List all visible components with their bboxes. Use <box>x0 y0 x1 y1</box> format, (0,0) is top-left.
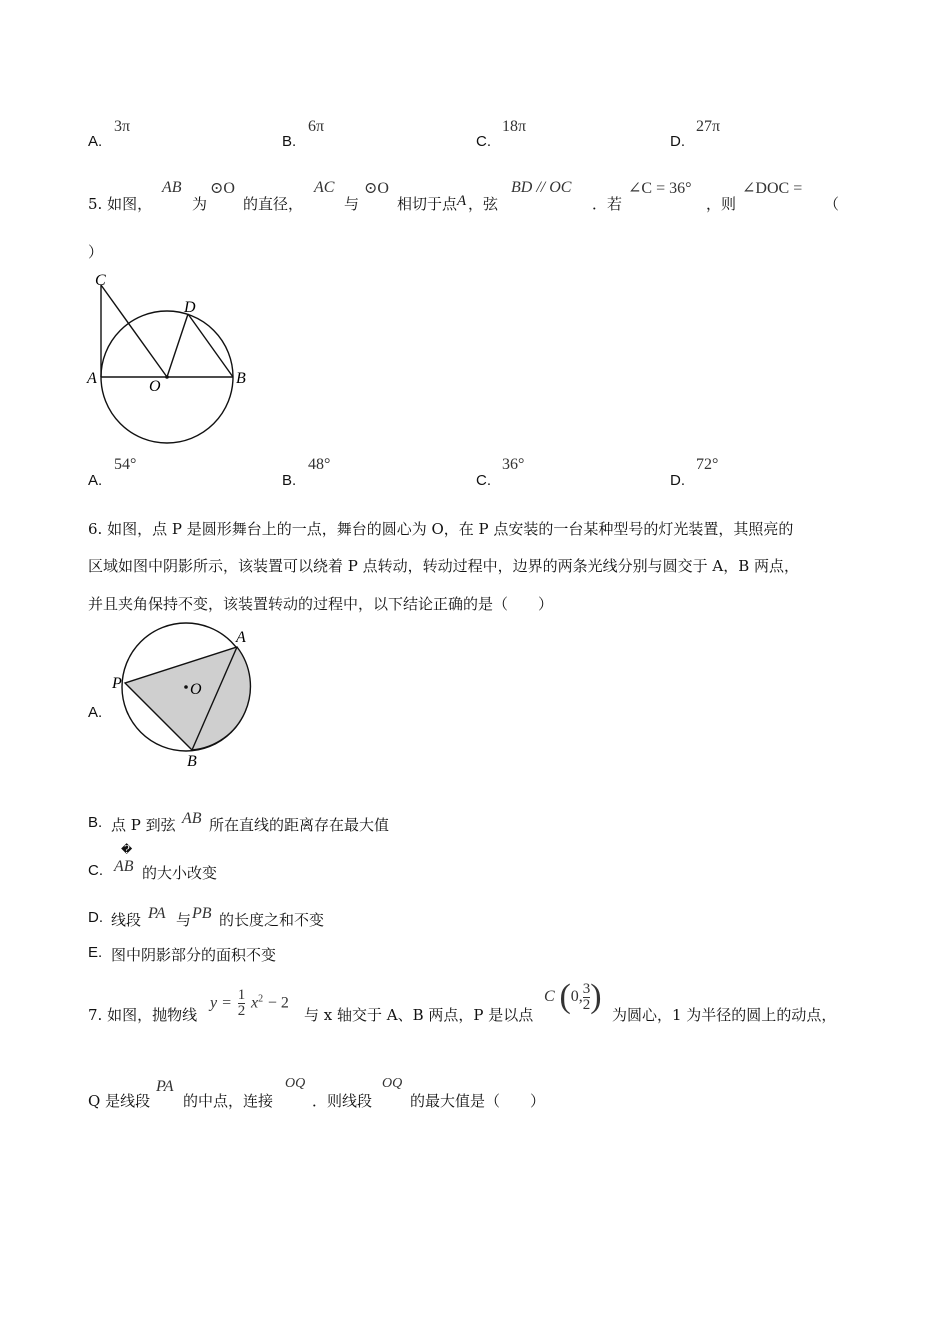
q6-line-3: 并且夹角保持不变，该装置转动的过程中，以下结论正确的是（ ） <box>88 595 554 613</box>
q7-c-letter: C <box>544 988 555 1005</box>
q6-option-e-text: 图中阴影部分的面积不变 <box>111 946 277 964</box>
q5-label-o: O <box>149 378 161 395</box>
q7-oq-2: OQ <box>382 1076 403 1091</box>
q7-fraction-half <box>238 988 246 1019</box>
q5-center-dot <box>165 375 169 379</box>
q7-parabola-formula <box>210 988 289 1019</box>
q5-option-d-label: D. <box>670 472 685 489</box>
q5-label-d: D <box>184 299 196 316</box>
q5-text-1: 5. 如图， <box>88 195 153 213</box>
q6-option-c-arc-mark: � <box>121 843 133 856</box>
q6-option-d-text-2: 与 <box>176 911 192 929</box>
q5-label-b: B <box>236 370 246 387</box>
q6-figure <box>106 620 266 775</box>
q5-text-3: 的直径， <box>243 195 304 213</box>
q5-text-4: 与 <box>344 195 360 213</box>
q5-segment-co <box>101 285 167 377</box>
q7-text-7: 的最大值是（ ） <box>410 1092 546 1110</box>
q5-chord-bd <box>188 314 233 377</box>
q6-label-p: P <box>112 675 122 692</box>
q7-exponent: 2 <box>258 993 264 1005</box>
q7-text-3: 为圆心，1 为半径的圆上的动点， <box>612 1006 837 1024</box>
q7-oq: OQ <box>285 1076 306 1091</box>
q4-option-c-value: 18π <box>502 118 527 135</box>
q7-text-2: 与 x 轴交于 A、B 两点，P 是以点 <box>304 1006 534 1024</box>
q5-text-5: 相切于点 <box>397 195 458 213</box>
q6-option-c-ab: AB <box>114 858 134 875</box>
q6-line-1: 6. 如图，点 P 是圆形舞台上的一点，舞台的圆心为 O，在 P 点安装的一台某种型号的灯光装置，其照亮的 <box>88 520 794 538</box>
q6-option-d-pb: PB <box>192 905 212 922</box>
q7-left-paren: ( <box>559 978 571 1015</box>
q7-zero: 0, <box>570 988 583 1005</box>
q5-open-paren: （ <box>824 195 840 213</box>
q6-option-d-text-1: 线段 <box>111 911 142 929</box>
q5-text-2: 为 <box>192 195 208 213</box>
q5-option-a-label: A. <box>88 472 103 489</box>
q6-label-a: A <box>236 629 246 646</box>
q4-option-c-label: C. <box>476 133 491 150</box>
q7-minus-2: − 2 <box>267 994 289 1012</box>
q6-option-b-text-2: 所在直线的距离存在最大值 <box>209 816 390 834</box>
q4-option-a-value: 3π <box>114 118 131 135</box>
q5-option-b-label: B. <box>282 472 297 489</box>
q4-option-d-value: 27π <box>696 118 721 135</box>
q6-option-c-label: C. <box>88 862 103 879</box>
q7-fraction2-num: 3 <box>582 980 591 997</box>
q5-close-paren: ） <box>88 243 104 261</box>
q5-option-c-label: C. <box>476 472 491 489</box>
q5-angle-c: ∠C = 36° <box>628 180 692 197</box>
q4-option-b-value: 6π <box>308 118 325 135</box>
q6-line-2: 区域如图中阴影所示，该装置可以绕着 P 点转动，转动过程中，边界的两条光线分别与圆交于 A，B 两点， <box>88 557 800 575</box>
q5-point-a: A <box>457 193 467 209</box>
q5-figure <box>85 265 255 455</box>
q7-right-paren: ) <box>590 978 602 1015</box>
q7-fraction-den: 2 <box>237 1003 246 1019</box>
q5-angle-doc: ∠DOC = <box>742 180 803 197</box>
q5-option-a-value: 54° <box>114 456 137 473</box>
q6-option-d-label: D. <box>88 909 103 926</box>
q5-segment-od <box>167 314 188 377</box>
q5-circle-o: ⊙O <box>210 180 235 197</box>
q6-center-dot <box>184 685 188 689</box>
q6-option-c-text: 的大小改变 <box>142 864 218 882</box>
q5-text-7: ．若 <box>592 195 623 213</box>
q6-label-o: O <box>190 681 202 698</box>
q7-fraction2-den: 2 <box>582 996 591 1013</box>
q6-option-a-label: A. <box>88 704 103 721</box>
q7-text-5: 的中点，连接 <box>183 1092 274 1110</box>
q6-option-d-text-3: 的长度之和不变 <box>219 911 325 929</box>
q6-option-b-text-1: 点 P 到弦 <box>111 816 176 834</box>
q6-option-b-ab: AB <box>182 810 202 827</box>
q5-text-6: ，弦 <box>468 195 499 213</box>
q6-option-e-label: E. <box>88 944 103 961</box>
q7-pa: PA <box>156 1078 174 1095</box>
q5-label-a: A <box>87 370 97 387</box>
q5-bd-parallel-oc: BD // OC <box>511 179 572 196</box>
q6-option-b-label: B. <box>88 814 103 831</box>
q6-option-d-pa: PA <box>148 905 166 922</box>
q7-fraction-num: 1 <box>237 987 246 1003</box>
q7-y-eq: y = <box>210 994 232 1012</box>
q4-option-a-label: A. <box>88 133 103 150</box>
q5-label-c: C <box>95 272 106 289</box>
q5-ab: AB <box>162 179 182 196</box>
q7-x: x <box>250 994 259 1012</box>
q5-text-8: ，则 <box>706 195 737 213</box>
q7-point-c <box>544 978 602 1016</box>
q7-text-4: Q 是线段 <box>88 1092 151 1110</box>
q5-option-c-value: 36° <box>502 456 525 473</box>
q4-option-b-label: B. <box>282 133 297 150</box>
q5-option-b-value: 48° <box>308 456 331 473</box>
q5-option-d-value: 72° <box>696 456 719 473</box>
q5-circle-o-2: ⊙O <box>364 180 389 197</box>
q6-label-b: B <box>187 753 197 770</box>
q5-ac: AC <box>314 179 335 196</box>
q4-option-d-label: D. <box>670 133 685 150</box>
q7-text-6: ．则线段 <box>312 1092 373 1110</box>
q7-text-1: 7. 如图，抛物线 <box>88 1006 198 1024</box>
